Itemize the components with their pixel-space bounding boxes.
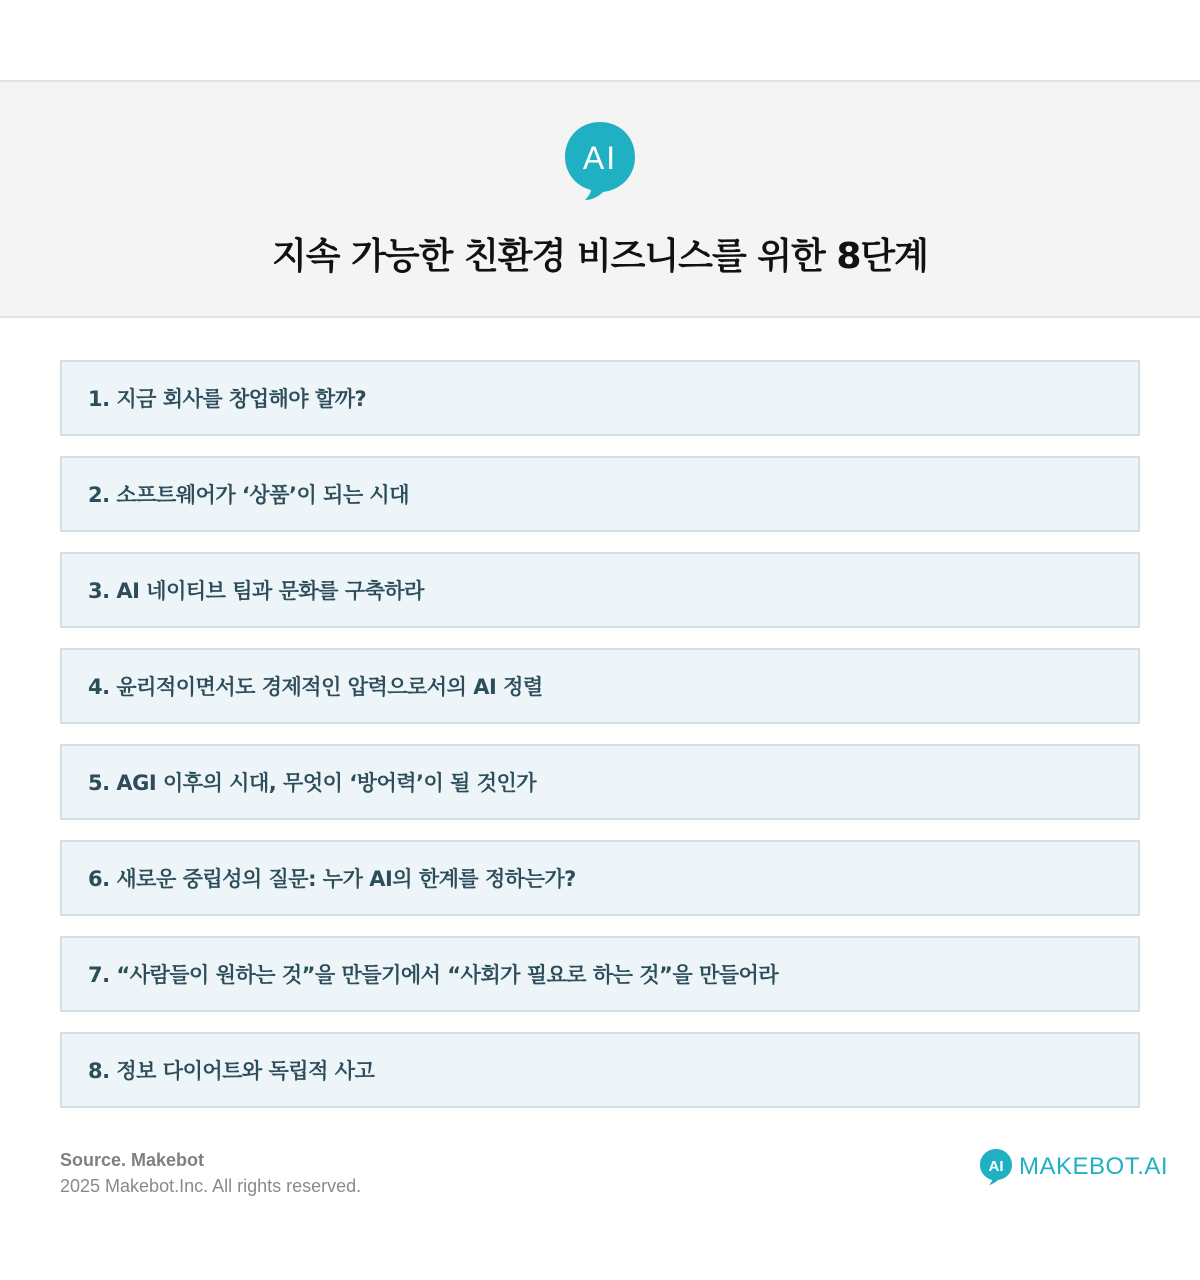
list-item	[60, 648, 1140, 724]
source-text: Source. Makebot	[60, 1150, 205, 1170]
brand-name: MAKEBOT.AI	[1019, 1153, 1169, 1180]
list-item	[60, 456, 1140, 532]
steps-list	[60, 360, 1140, 1128]
copyright-text: 2025 Makebot.Inc. All rights reserved.	[60, 1176, 362, 1196]
list-item-label: 4. 윤리적이면서도 경제적인 압력으로서의 AI 정렬	[88, 675, 543, 699]
brand-bubble-icon	[979, 1148, 1013, 1186]
list-item	[60, 840, 1140, 916]
ai-logo-text: AI	[582, 140, 618, 176]
footer-credits	[60, 1150, 361, 1197]
list-item	[60, 1032, 1140, 1108]
brand-icon-text: AI	[988, 1158, 1004, 1175]
list-item-label: 3. AI 네이티브 팀과 문화를 구축하라	[88, 579, 424, 603]
list-item-label: 2. 소프트웨어가 ‘상품’이 되는 시대	[88, 483, 410, 507]
header-banner	[0, 80, 1200, 318]
list-item	[60, 936, 1140, 1012]
list-item-label: 8. 정보 다이어트와 독립적 사고	[88, 1059, 375, 1083]
list-item	[60, 360, 1140, 436]
page-title: 지속 가능한 친환경 비즈니스를 위한 8단계	[272, 236, 928, 277]
list-item-label: 7. “사람들이 원하는 것”을 만들기에서 “사회가 필요로 하는 것”을 만들어라	[88, 963, 779, 987]
list-item-label: 5. AGI 이후의 시대, 무엇이 ‘방어력’이 될 것인가	[88, 771, 537, 795]
list-item-label: 6. 새로운 중립성의 질문: 누가 AI의 한계를 정하는가?	[88, 867, 576, 891]
brand-logo	[979, 1147, 1168, 1187]
list-item-label: 1. 지금 회사를 창업해야 할까?	[88, 387, 367, 411]
list-item	[60, 744, 1140, 820]
ai-logo-icon	[563, 120, 637, 204]
list-item	[60, 552, 1140, 628]
